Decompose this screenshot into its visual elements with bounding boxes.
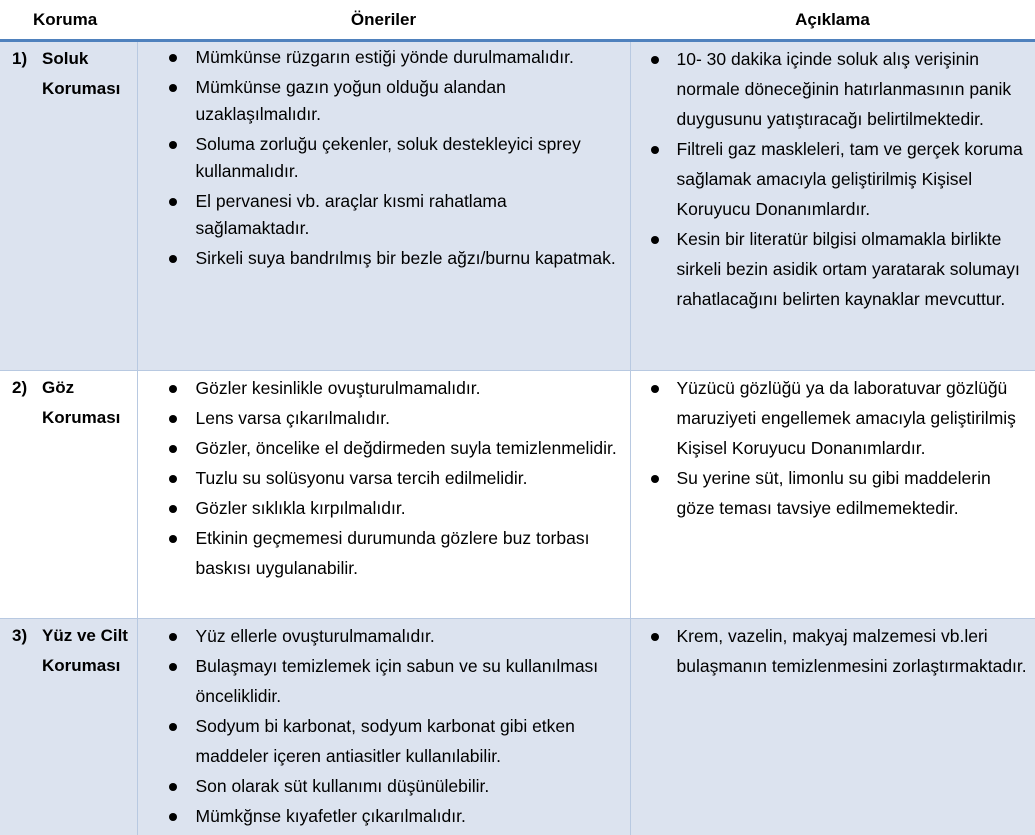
- protection-label: [6, 44, 131, 104]
- list-item: [637, 621, 1030, 681]
- bullet-icon: [169, 415, 177, 423]
- row-number: 3): [12, 621, 42, 681]
- list-item-text: Son olarak süt kullanımı düşünülebilir.: [196, 776, 490, 796]
- recommendations-list: [144, 44, 624, 272]
- list-item-text: Yüzücü gözlüğü ya da laboratuvar gözlüğü maruziyeti engellemek amacıyla geliştirilmiş Kişisel Koruyucu Donanımlardır.: [677, 378, 1016, 458]
- protection-name: Yüz ve Cilt Koruması: [42, 621, 131, 681]
- bullet-icon: [169, 633, 177, 641]
- list-item-text: El pervanesi vb. araçlar kısmi rahatlama sağlamaktadır.: [196, 191, 507, 238]
- explanation-list: [637, 44, 1030, 314]
- bullet-icon: [169, 385, 177, 393]
- header-aciklama: Açıklama: [630, 0, 1035, 41]
- list-item-text: Yüz ellerle ovuşturulmamalıdır.: [196, 626, 435, 646]
- protection-name: Göz Koruması: [42, 373, 131, 433]
- list-item-text: Su yerine süt, limonlu su gibi maddelerin göze teması tavsiye edilmemektedir.: [677, 468, 991, 518]
- bullet-icon: [169, 723, 177, 731]
- bullet-icon: [651, 56, 659, 64]
- bullet-icon: [169, 783, 177, 791]
- bullet-icon: [169, 505, 177, 513]
- bullet-icon: [169, 475, 177, 483]
- list-item: [637, 224, 1030, 314]
- list-item-text: Krem, vazelin, makyaj malzemesi vb.leri bulaşmanın temizlenmesini zorlaştırmaktadır.: [677, 626, 1027, 676]
- protection-cell: [0, 41, 137, 371]
- recommendations-cell: [137, 371, 630, 619]
- table-header: [0, 0, 1035, 41]
- protection-name: Soluk Koruması: [42, 44, 131, 104]
- header-oneriler: Öneriler: [137, 0, 630, 41]
- list-item: [637, 44, 1030, 134]
- bullet-icon: [169, 141, 177, 149]
- bullet-icon: [169, 54, 177, 62]
- explanation-cell: [630, 41, 1035, 371]
- table-row: [0, 371, 1035, 619]
- list-item: [144, 651, 624, 711]
- protection-label: [6, 621, 131, 681]
- list-item-text: Mümkünse gazın yoğun olduğu alandan uzaklaşılmalıdır.: [196, 77, 506, 124]
- list-item: [144, 245, 624, 272]
- bullet-icon: [651, 385, 659, 393]
- bullet-icon: [169, 663, 177, 671]
- explanation-list: [637, 373, 1030, 523]
- bullet-icon: [651, 236, 659, 244]
- list-item-text: Kesin bir literatür bilgisi olmamakla birlikte sirkeli bezin asidik ortam yaratarak solumayı rahatlacağını belirten kaynaklar mevcuttur.: [677, 229, 1020, 309]
- list-item-text: Filtreli gaz maskleleri, tam ve gerçek koruma sağlamak amacıyla geliştirilmiş Kişisel Koruyucu Donanımlardır.: [677, 139, 1023, 219]
- bullet-icon: [169, 445, 177, 453]
- list-item: [144, 771, 624, 801]
- list-item: [144, 403, 624, 433]
- table-row: [0, 619, 1035, 835]
- list-item-text: Sodyum bi karbonat, sodyum karbonat gibi etken maddeler içeren antiasitler kullanılabilir.: [196, 716, 575, 766]
- list-item: [144, 493, 624, 523]
- list-item-text: Sirkeli suya bandrılmış bir bezle ağzı/burnu kapatmak.: [196, 248, 616, 268]
- recommendations-list: [144, 621, 624, 831]
- list-item: [144, 188, 624, 242]
- list-item-text: Soluma zorluğu çekenler, soluk destekleyici sprey kullanmalıdır.: [196, 134, 581, 181]
- row-number: 2): [12, 373, 42, 433]
- list-item: [637, 134, 1030, 224]
- explanation-list: [637, 621, 1030, 681]
- recommendations-cell: [137, 619, 630, 835]
- table-row: [0, 41, 1035, 371]
- list-item-text: Gözler kesinlikle ovuşturulmamalıdır.: [196, 378, 481, 398]
- list-item-text: Mümkğnse kıyafetler çıkarılmalıdır.: [196, 806, 466, 826]
- list-item: [144, 131, 624, 185]
- list-item-text: Gözler sıklıkla kırpılmalıdır.: [196, 498, 406, 518]
- list-item-text: 10- 30 dakika içinde soluk alış verişinin normale döneceğinin hatırlanmasının panik duygusunu yatıştıracağı belirtilmektedir.: [677, 49, 1012, 129]
- header-row: [0, 0, 1035, 41]
- bullet-icon: [169, 255, 177, 263]
- protection-cell: [0, 619, 137, 835]
- list-item: [144, 74, 624, 128]
- bullet-icon: [651, 633, 659, 641]
- recommendations-cell: [137, 41, 630, 371]
- list-item-text: Gözler, öncelike el değdirmeden suyla temizlenmelidir.: [196, 438, 617, 458]
- bullet-icon: [169, 813, 177, 821]
- list-item-text: Bulaşmayı temizlemek için sabun ve su kullanılması önceliklidir.: [196, 656, 599, 706]
- list-item: [144, 801, 624, 831]
- explanation-cell: [630, 619, 1035, 835]
- list-item: [144, 523, 624, 583]
- header-koruma: Koruma: [0, 0, 137, 41]
- bullet-icon: [651, 475, 659, 483]
- list-item: [144, 711, 624, 771]
- protection-label: [6, 373, 131, 433]
- bullet-icon: [169, 535, 177, 543]
- bullet-icon: [169, 84, 177, 92]
- list-item: [144, 373, 624, 403]
- list-item: [144, 44, 624, 71]
- list-item: [144, 621, 624, 651]
- list-item-text: Tuzlu su solüsyonu varsa tercih edilmelidir.: [196, 468, 528, 488]
- recommendations-list: [144, 373, 624, 583]
- explanation-cell: [630, 371, 1035, 619]
- bullet-icon: [651, 146, 659, 154]
- protection-cell: [0, 371, 137, 619]
- list-item: [637, 373, 1030, 463]
- bullet-icon: [169, 198, 177, 206]
- list-item: [637, 463, 1030, 523]
- row-number: 1): [12, 44, 42, 104]
- list-item: [144, 433, 624, 463]
- list-item-text: Etkinin geçmemesi durumunda gözlere buz torbası baskısı uygulanabilir.: [196, 528, 590, 578]
- list-item-text: Lens varsa çıkarılmalıdır.: [196, 408, 391, 428]
- list-item-text: Mümkünse rüzgarın estiği yönde durulmamalıdır.: [196, 47, 574, 67]
- list-item: [144, 463, 624, 493]
